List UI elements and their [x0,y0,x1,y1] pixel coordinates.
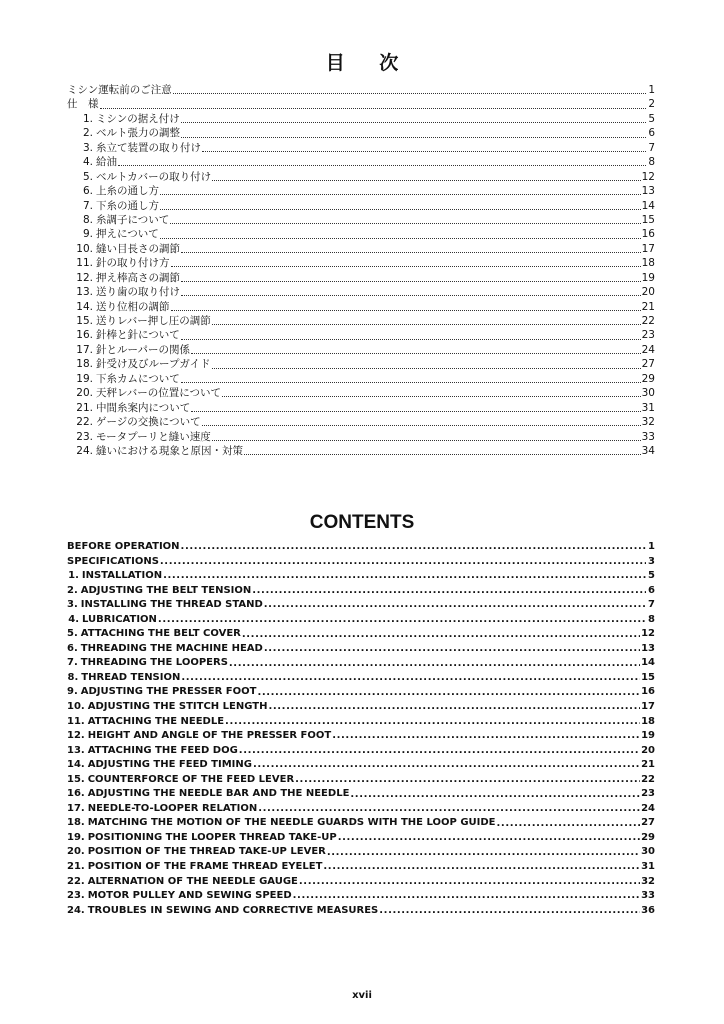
english-toc-entry-number: 14. [67,759,85,771]
japanese-toc-entry[interactable] [67,430,655,444]
japanese-toc-entry[interactable] [67,372,655,386]
japanese-toc-entry-label: 上糸の通し方 [96,185,159,198]
english-toc-entry[interactable] [67,598,655,613]
japanese-toc-entry[interactable] [67,141,655,155]
japanese-toc-entry-number: 1. [82,112,93,125]
japanese-toc-entry[interactable] [67,386,655,400]
japanese-toc-entry-page: 13 [641,185,655,198]
english-toc-dot-leader [264,600,646,610]
english-toc-entry-label: INSTALLATION [81,570,163,582]
english-toc-dot-leader [242,630,640,640]
english-toc-entry[interactable] [67,671,655,686]
english-toc-entry[interactable] [67,627,655,642]
english-toc-entry-label: NEEDLE-TO-LOOPER RELATION [87,802,258,814]
japanese-toc-entry-label: 針の取り付け方 [96,257,170,270]
english-toc-dot-leader [239,746,640,756]
english-toc-entry-number: 19. [67,831,85,843]
japanese-toc-entry-page: 23 [641,329,655,342]
english-toc-entry-page: 15 [641,671,655,683]
english-toc-entry-label: ALTERNATION OF THE NEEDLE GAUGE [87,875,298,887]
japanese-toc-entry-number: 10. [76,242,93,255]
japanese-toc-entry[interactable] [67,314,655,328]
japanese-toc-entry-label: ミシン運転前のご注意 [67,84,172,96]
english-toc-entry[interactable] [67,875,655,890]
japanese-toc-entry-page: 14 [641,199,655,212]
japanese-toc-entry-label: 押え棒高さの調節 [96,271,180,284]
japanese-toc-entry[interactable] [67,199,655,213]
japanese-toc-entry[interactable] [67,242,655,256]
japanese-toc-entry[interactable] [67,170,655,184]
japanese-toc-entry-number: 7. [82,199,93,212]
japanese-toc-entry-label: 糸立て装置の取り付け [96,141,201,154]
english-toc-dot-leader [225,717,640,727]
japanese-toc-list [67,83,655,458]
japanese-toc-entry[interactable] [67,300,655,314]
japanese-toc-entry-page: 12 [641,170,655,183]
english-toc-entry-page: 16 [641,686,655,698]
english-toc-entry[interactable] [67,802,655,817]
english-toc-entry[interactable] [67,860,655,875]
japanese-toc-entry-number: 21. [76,401,93,414]
english-toc-dot-leader [258,804,640,814]
english-toc-dot-leader [293,891,640,901]
japanese-toc-dot-leader [100,101,647,109]
english-toc-entry-page: 32 [641,875,655,887]
english-toc-entry-page: 6 [648,584,655,596]
english-toc-dot-leader [181,542,646,552]
english-toc-entry[interactable] [67,787,655,802]
japanese-toc-dot-leader [212,173,640,181]
japanese-toc-entry[interactable] [67,343,655,357]
english-toc-entry-number: 22. [67,875,85,887]
japanese-toc-dot-leader [171,303,641,311]
japanese-toc-dot-leader [170,216,640,224]
japanese-toc-entry-page: 30 [641,387,655,400]
japanese-toc-entry[interactable] [67,271,655,285]
english-toc-dot-leader [295,775,640,785]
japanese-toc-entry-label: 送りレバー押し圧の調節 [96,315,211,327]
english-toc-entry-label: POSITIONING THE LOOPER THREAD TAKE-UP [87,831,337,843]
english-toc-entry-number: 20. [67,846,85,858]
english-toc-entry-number: 8. [67,671,79,683]
japanese-toc-dot-leader [181,375,641,383]
japanese-toc-entry-label: ミシンの据え付け [96,112,180,125]
english-toc-entry[interactable] [67,584,655,599]
english-toc-entry-page: 1 [648,541,655,552]
english-toc-entry-page: 23 [641,788,655,800]
japanese-toc-entry[interactable] [67,126,655,140]
english-toc-entry[interactable] [67,540,655,555]
japanese-toc-entry-number: 5. [82,170,93,183]
japanese-toc-dot-leader [181,245,641,253]
english-toc-entry-label: POSITION OF THE THREAD TAKE-UP LEVER [87,846,326,858]
japanese-toc-dot-leader [181,332,641,340]
english-toc-entry[interactable] [67,773,655,788]
english-toc-entry[interactable] [67,613,655,628]
japanese-toc-entry[interactable] [67,415,655,429]
english-toc-dot-leader [257,688,640,698]
japanese-toc-title: 目 次 [325,52,413,74]
japanese-toc-entry-page: 20 [641,286,655,299]
english-toc-dot-leader [332,731,640,741]
japanese-toc-entry-number: 23. [76,430,93,443]
japanese-toc-entry-page: 27 [641,358,655,371]
japanese-toc-dot-leader [181,130,646,138]
japanese-toc-dot-leader [191,404,640,412]
english-toc-entry-number: 2. [67,584,78,596]
english-toc-dot-leader [252,586,646,596]
japanese-toc-entry-page: 33 [641,430,655,443]
english-toc-entry-number: 18. [67,817,85,829]
japanese-toc-entry-page: 8 [648,156,655,169]
english-toc-entry-page: 27 [641,817,655,829]
japanese-toc-entry[interactable] [67,83,655,97]
english-toc-entry[interactable] [67,656,655,671]
english-toc-entry-label: ADJUSTING THE PRESSER FOOT [80,686,257,698]
english-toc-entry-page: 20 [641,744,655,756]
english-toc-entry-label: COUNTERFORCE OF THE FEED LEVER [87,773,295,785]
japanese-toc-entry[interactable] [67,328,655,342]
japanese-toc-entry-page: 17 [641,242,655,255]
english-toc-entry-page: 19 [641,730,655,742]
english-toc-entry-label: MATCHING THE MOTION OF THE NEEDLE GUARDS WITH THE LOOP GUIDE [87,817,496,829]
japanese-toc-entry[interactable] [67,256,655,270]
japanese-toc-dot-leader [160,231,641,239]
english-toc-entry[interactable] [67,642,655,657]
english-toc-entry-page: 33 [641,890,655,902]
japanese-toc-entry-number: 2. [82,127,93,140]
english-toc-entry-number: 16. [67,788,85,800]
japanese-toc-entry[interactable] [67,444,655,458]
japanese-toc-entry-page: 29 [641,372,655,385]
japanese-toc-dot-leader [160,187,641,195]
english-toc-entry-label: ATTACHING THE NEEDLE [87,715,225,727]
japanese-toc-entry-number: 14. [76,300,93,313]
japanese-toc-entry-page: 31 [641,401,655,414]
japanese-toc-entry-label: ベルトカバーの取り付け [96,170,212,183]
english-toc-entry-number: 3. [67,599,78,611]
english-toc-entry-label: TROUBLES IN SEWING AND CORRECTIVE MEASURES [87,904,379,916]
english-toc-entry-page: 24 [641,802,655,814]
japanese-toc-entry-page: 32 [641,416,655,429]
japanese-toc-entry[interactable] [67,155,655,169]
japanese-toc-entry-label: 下糸の通し方 [96,199,159,212]
english-toc-entry-number: 1. [68,570,79,582]
english-toc-entry-label: SPECIFICATIONS [67,555,159,567]
japanese-toc-entry-page: 5 [648,112,655,125]
english-toc-entry-number: 17. [67,802,85,814]
page-number: xvii [352,990,372,1001]
english-toc-entry[interactable] [67,729,655,744]
english-toc-entry-page: 21 [641,759,655,771]
english-toc-entry[interactable] [67,758,655,773]
english-toc-entry-number: 23. [67,890,85,902]
japanese-toc-entry-label: 天秤レバーの位置について [96,387,222,400]
japanese-toc-dot-leader [181,115,646,123]
japanese-toc-entry-number: 12. [76,271,93,284]
english-toc-entry-page: 36 [641,904,655,916]
japanese-toc-entry-number: 22. [76,416,93,429]
english-toc-dot-leader [350,790,640,800]
japanese-toc-entry[interactable] [67,184,655,198]
english-toc-entry-number: 6. [67,642,78,654]
english-toc-entry-number: 5. [67,628,78,640]
japanese-toc-entry-label: ゲージの交換について [96,416,201,429]
japanese-toc-entry-number: 20. [76,387,93,400]
japanese-toc-dot-leader [171,259,641,267]
japanese-toc-entry-number: 4. [82,156,93,169]
english-toc-dot-leader [181,673,640,683]
english-toc-entry-label: THREADING THE MACHINE HEAD [80,642,263,654]
english-toc-dot-leader [229,659,640,669]
japanese-toc-entry[interactable] [67,357,655,371]
english-toc-entry-page: 22 [641,773,655,785]
japanese-toc-entry-number: 24. [76,444,93,457]
english-toc-section [0,510,724,916]
japanese-toc-entry-page: 18 [641,257,655,270]
japanese-toc-dot-leader [212,433,641,441]
japanese-toc-dot-leader [173,86,646,94]
english-toc-entry-label: LUBRICATION [82,613,157,625]
japanese-toc-dot-leader [202,418,641,426]
english-toc-entry-label: ATTACHING THE FEED DOG [87,744,238,756]
japanese-toc-entry-page: 34 [641,444,655,457]
english-toc-entry-label: ADJUSTING THE FEED TIMING [87,759,252,771]
english-toc-entry-label: HEIGHT AND ANGLE OF THE PRESSER FOOT [87,730,332,742]
japanese-toc-entry[interactable] [67,97,655,111]
japanese-toc-entry-page: 16 [641,228,655,241]
japanese-toc-dot-leader [212,361,641,369]
english-toc-entry-number: 12. [67,730,85,742]
japanese-toc-entry[interactable] [67,213,655,227]
japanese-toc-entry-number: 18. [76,358,93,371]
japanese-toc-entry-page: 22 [641,315,655,327]
english-toc-dot-leader [264,644,640,654]
english-toc-entry-number: 11. [67,715,85,727]
english-toc-title: CONTENTS [309,512,415,533]
japanese-toc-entry-label: 針とルーパーの関係 [96,343,190,356]
english-toc-entry-page: 29 [641,831,655,843]
english-toc-entry-number: 24. [67,904,85,916]
english-toc-entry-label: THREAD TENSION [81,671,181,683]
english-toc-entry-label: BEFORE OPERATION [67,541,180,552]
english-toc-dot-leader [327,848,640,858]
english-toc-entry-page: 5 [648,570,655,582]
english-toc-list [67,540,655,918]
japanese-toc-entry-number: 13. [76,286,93,299]
japanese-toc-entry-number: 19. [76,372,93,385]
english-toc-dot-leader [158,615,646,625]
english-toc-entry-page: 7 [648,599,655,611]
english-toc-entry-label: POSITION OF THE FRAME THREAD EYELET [87,861,323,873]
english-toc-entry-label: ADJUSTING THE STITCH LENGTH [87,701,268,713]
english-toc-entry[interactable] [67,889,655,904]
japanese-toc-entry-label: 送り歯の取り付け [96,286,180,299]
english-toc-entry[interactable] [67,715,655,730]
japanese-toc-dot-leader [181,288,641,296]
english-toc-entry-page: 31 [641,861,655,873]
japanese-toc-dot-leader [181,274,641,282]
english-toc-dot-leader [497,819,641,829]
japanese-toc-entry-page: 6 [648,127,655,140]
japanese-toc-dot-leader [212,317,641,325]
english-toc-dot-leader [160,557,646,567]
japanese-toc-entry-label: 針受け及びループガイド [96,358,211,371]
japanese-toc-entry-label: 下糸カムについて [96,372,180,385]
english-toc-entry[interactable] [67,831,655,846]
japanese-toc-section [0,46,724,457]
japanese-toc-entry-number: 9. [82,228,93,241]
english-toc-entry-number: 13. [67,744,85,756]
english-toc-dot-leader [299,877,640,887]
japanese-toc-entry-number: 11. [76,257,93,270]
japanese-toc-entry-label: 給油 [96,156,117,169]
japanese-toc-entry-page: 1 [648,84,655,96]
japanese-toc-entry-label: 縫いにおける現象と原因・対策 [96,444,243,457]
japanese-toc-entry[interactable] [67,285,655,299]
english-toc-entry-number: 4. [68,613,80,625]
japanese-toc-entry[interactable] [67,401,655,415]
english-toc-entry[interactable] [67,555,655,570]
english-toc-entry-label: ATTACHING THE BELT COVER [80,628,241,640]
english-toc-entry-page: 3 [648,555,655,567]
japanese-toc-entry-label: 送り位相の調節 [96,300,170,313]
japanese-toc-dot-leader [222,389,641,397]
japanese-toc-entry-label: ベルト張力の調整 [96,127,180,140]
japanese-toc-entry-number: 17. [76,343,93,356]
english-toc-entry-label: MOTOR PULLEY AND SEWING SPEED [87,890,292,902]
english-toc-entry-page: 18 [641,715,655,727]
english-toc-entry-label: THREADING THE LOOPERS [80,657,228,669]
japanese-toc-entry-page: 15 [641,213,655,226]
japanese-toc-entry-page: 7 [648,141,655,154]
japanese-toc-dot-leader [244,447,641,455]
english-toc-entry[interactable] [67,685,655,700]
english-toc-entry[interactable] [67,904,655,919]
english-toc-entry-page: 17 [641,701,655,713]
japanese-toc-dot-leader [191,346,641,354]
english-toc-entry-number: 15. [67,773,85,785]
english-toc-entry-number: 9. [67,686,78,698]
english-toc-entry[interactable] [67,744,655,759]
english-toc-entry-page: 30 [641,846,655,858]
english-toc-entry-label: ADJUSTING THE NEEDLE BAR AND THE NEEDLE [87,788,350,800]
japanese-toc-entry-label: 糸調子について [96,213,170,226]
japanese-toc-entry-page: 2 [648,98,655,111]
english-toc-entry-page: 12 [641,628,655,640]
japanese-toc-entry[interactable] [67,112,655,126]
english-toc-entry-label: INSTALLING THE THREAD STAND [80,599,263,611]
japanese-toc-entry-label: 針棒と針について [96,329,180,342]
english-toc-entry-page: 8 [648,613,655,625]
english-toc-entry-number: 10. [67,701,85,713]
english-toc-entry[interactable] [67,569,655,584]
english-toc-dot-leader [268,702,640,712]
japanese-toc-entry-page: 21 [641,300,655,313]
japanese-toc-dot-leader [118,158,646,166]
japanese-toc-entry-page: 24 [641,343,655,356]
english-toc-entry-number: 7. [67,657,78,669]
english-toc-entry[interactable] [67,845,655,860]
english-toc-dot-leader [379,906,640,916]
english-toc-entry[interactable] [67,700,655,715]
japanese-toc-entry-label: モータプーリと縫い速度 [96,430,211,443]
english-toc-dot-leader [163,571,646,581]
japanese-toc-entry-label: 中間糸案内について [96,401,191,414]
japanese-toc-entry-page: 19 [641,271,655,284]
japanese-toc-entry[interactable] [67,227,655,241]
english-toc-entry[interactable] [67,816,655,831]
japanese-toc-entry-number: 6. [82,185,93,198]
japanese-toc-entry-label: 押えについて [96,228,159,241]
english-toc-entry-page: 14 [641,657,655,669]
japanese-toc-entry-number: 15. [76,315,93,327]
english-toc-dot-leader [338,833,640,843]
japanese-toc-entry-label: 仕 様 [67,98,99,111]
japanese-toc-dot-leader [160,202,641,210]
english-toc-entry-label: ADJUSTING THE BELT TENSION [80,584,252,596]
japanese-toc-dot-leader [202,144,646,152]
japanese-toc-entry-number: 3. [82,141,93,154]
japanese-toc-entry-label: 縫い目長さの調節 [96,242,180,255]
japanese-toc-entry-number: 8. [82,213,93,226]
english-toc-dot-leader [253,760,640,770]
english-toc-entry-number: 21. [67,861,85,873]
english-toc-entry-page: 13 [641,642,655,654]
japanese-toc-entry-number: 16. [76,329,93,342]
english-toc-dot-leader [323,862,640,872]
